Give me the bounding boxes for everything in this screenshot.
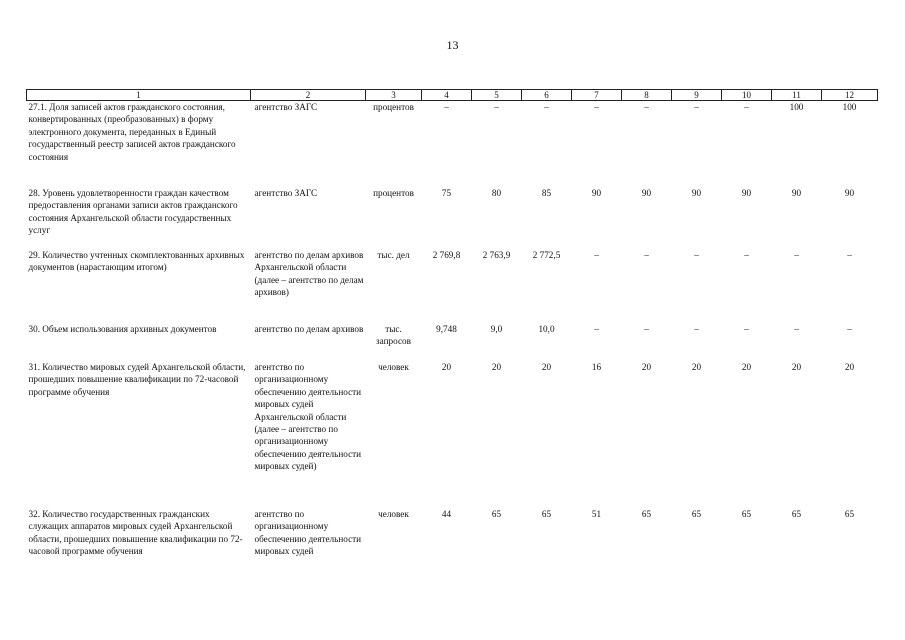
value-cell: 65 [791,509,802,519]
responsible-cell: агентство по организационному обеспечению деятельности мировых судей [254,509,362,557]
indicator-cell: 28. Уровень удовлетворенности граждан качеством предоставления органами записи актов гражданского состояния Архангельской области государственных услуг [28,188,238,236]
column-number-row [27,90,878,101]
value-cell: – [594,102,599,112]
responsible-cell: агентство по организационному обеспечению деятельности мировых судей Архангельской области (далее – агентство по организационному обеспечению деятельности мировых судей) [254,362,362,472]
column-header: 8 [622,90,672,101]
value-cell: 65 [641,509,652,519]
value-cell: 65 [844,509,855,519]
column-header: 7 [572,90,622,101]
unit-cell: человек [378,362,409,372]
value-cell: 65 [691,509,702,519]
value-cell: 2 769,8 [432,250,461,260]
value-cell: – [847,250,852,260]
table-row [27,101,878,188]
value-cell: 44 [441,509,452,519]
value-cell: 20 [641,362,652,372]
unit-cell: тыс. запросов [376,324,411,347]
responsible-cell: агентство ЗАГС [254,102,318,112]
value-cell: – [644,102,649,112]
value-cell: – [494,102,499,112]
column-header: 5 [472,90,522,101]
value-cell: 65 [491,509,502,519]
table-header [27,90,878,101]
column-header: 12 [822,90,878,101]
responsible-cell: агентство по делам архивов Архангельской области (далее – агентство по делам архивов) [254,250,364,298]
value-cell: 75 [441,188,452,198]
value-cell: 90 [641,188,652,198]
table-row [27,323,878,361]
column-header: 2 [251,90,366,101]
value-cell: – [594,250,599,260]
responsible-cell: агентство по делам архивов [254,324,364,334]
value-cell: 90 [791,188,802,198]
value-cell: 90 [591,188,602,198]
column-header: 3 [366,90,422,101]
value-cell: – [794,324,799,334]
value-cell: – [794,250,799,260]
value-cell: 2 772,5 [532,250,561,260]
value-cell: – [847,324,852,334]
indicator-cell: 29. Количество учтенных скомплектованных архивных документов (нарастающим итогом) [28,250,245,273]
column-header: 11 [772,90,822,101]
column-header: 4 [422,90,472,101]
unit-cell: человек [378,509,409,519]
value-cell: – [444,102,449,112]
value-cell: 90 [691,188,702,198]
value-cell: 9,748 [436,324,457,334]
responsible-cell: агентство ЗАГС [254,188,318,198]
value-cell: – [744,250,749,260]
value-cell: 85 [541,188,552,198]
value-cell: 90 [844,188,855,198]
value-cell: – [544,102,549,112]
column-header: 6 [522,90,572,101]
value-cell: 65 [741,509,752,519]
value-cell: 80 [491,188,502,198]
unit-cell: тыс. дел [377,250,410,260]
value-cell: – [694,102,699,112]
value-cell: 20 [441,362,452,372]
value-cell: 20 [691,362,702,372]
indicator-cell: 31. Количество мировых судей Архангельской области, прошедших повышение квалификации по 72-часовой программе обучения [28,362,246,397]
value-cell: 10,0 [538,324,555,334]
table-row [27,249,878,323]
indicators-table [26,89,878,578]
value-cell: 20 [541,362,552,372]
value-cell: – [644,324,649,334]
indicator-cell: 32. Количество государственных гражданских служащих аппаратов мировых судей Архангельской области, прошедших повышение квалификации по 72-часовой программе обучения [28,509,243,557]
value-cell: 20 [844,362,855,372]
unit-cell: процентов [373,188,414,198]
value-cell: 90 [741,188,752,198]
table-row [27,187,878,249]
column-header: 10 [722,90,772,101]
value-cell: – [694,250,699,260]
column-header: 1 [27,90,251,101]
value-cell: – [744,324,749,334]
table-row [27,361,878,508]
value-cell: 100 [789,102,804,112]
table-body [27,101,878,579]
value-cell: – [594,324,599,334]
indicator-cell: 27.1. Доля записей актов гражданского состояния, конвертированных (преобразованных) в форму электронного документа, переданных в Единый государственный реестр записей актов гражданского состояния [28,102,236,162]
value-cell: 20 [791,362,802,372]
page-number: 13 [446,38,459,52]
value-cell: 20 [491,362,502,372]
value-cell: – [644,250,649,260]
value-cell: 65 [541,509,552,519]
column-header: 9 [672,90,722,101]
value-cell: 9,0 [490,324,503,334]
table-row [27,508,878,578]
value-cell: 16 [591,362,602,372]
unit-cell: процентов [373,102,414,112]
value-cell: 51 [591,509,602,519]
value-cell: – [744,102,749,112]
value-cell: – [694,324,699,334]
value-cell: 20 [741,362,752,372]
indicator-cell: 30. Объем использования архивных документов [28,324,217,334]
value-cell: 100 [842,102,857,112]
value-cell: 2 763,9 [482,250,511,260]
